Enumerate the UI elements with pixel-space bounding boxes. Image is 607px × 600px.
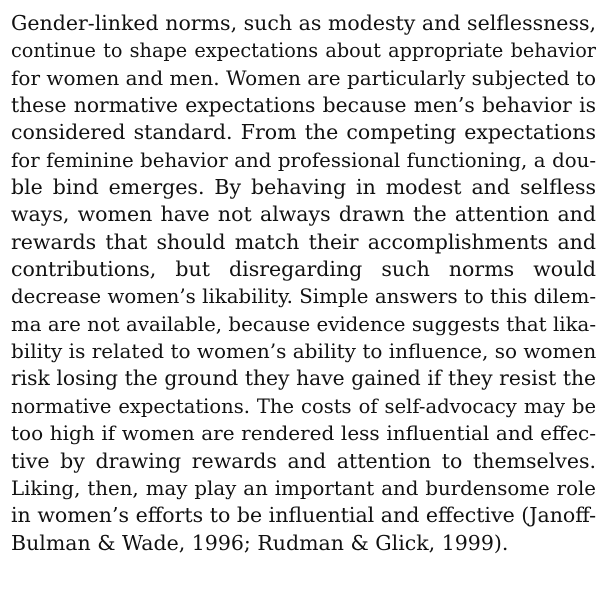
paragraph-line: ways, women have not always drawn the attention and bbox=[11, 202, 596, 227]
paragraph-line: risk losing the ground they have gained if they resist the bbox=[11, 366, 596, 391]
paragraph-line: bility is related to women’s ability to influence, so women bbox=[11, 339, 597, 364]
paragraph-line: contributions, but disregarding such norms would bbox=[11, 257, 596, 282]
paragraph-line: too high if women are rendered less influential and effec- bbox=[11, 421, 596, 446]
paragraph-line: decrease women’s likability. Simple answers to this dilem- bbox=[11, 285, 596, 309]
paragraph-line-last: Bulman & Wade, 1996; Rudman & Glick, 1999). bbox=[11, 530, 509, 555]
paragraph-line: continue to shape expectations about appropriate behavior bbox=[11, 39, 596, 63]
paragraph-line: these normative expectations because men’s behavior is bbox=[11, 93, 596, 118]
paragraph-line: in women’s efforts to be influential and effective (Janoff- bbox=[11, 503, 596, 528]
paragraph-line: normative expectations. The costs of self-advocacy may be bbox=[11, 394, 596, 418]
paragraph-line: tive by drawing rewards and attention to themselves. bbox=[11, 448, 596, 473]
paragraph-line: Liking, then, may play an important and burdensome role bbox=[11, 476, 596, 500]
paragraph-line: considered standard. From the competing expectations bbox=[11, 120, 596, 145]
body-paragraph bbox=[11, 10, 596, 557]
paragraph-line: for feminine behavior and professional functioning, a dou- bbox=[11, 148, 596, 172]
paragraph-line: ble bind emerges. By behaving in modest and selfless bbox=[11, 175, 596, 200]
paragraph-line: Gender-linked norms, such as modesty and selflessness, bbox=[11, 11, 596, 35]
paragraph-line: for women and men. Women are particularly subjected to bbox=[11, 65, 596, 90]
paragraph-line: ma are not available, because evidence suggests that lika- bbox=[11, 312, 596, 336]
paragraph-line: rewards that should match their accomplishments and bbox=[11, 229, 596, 254]
